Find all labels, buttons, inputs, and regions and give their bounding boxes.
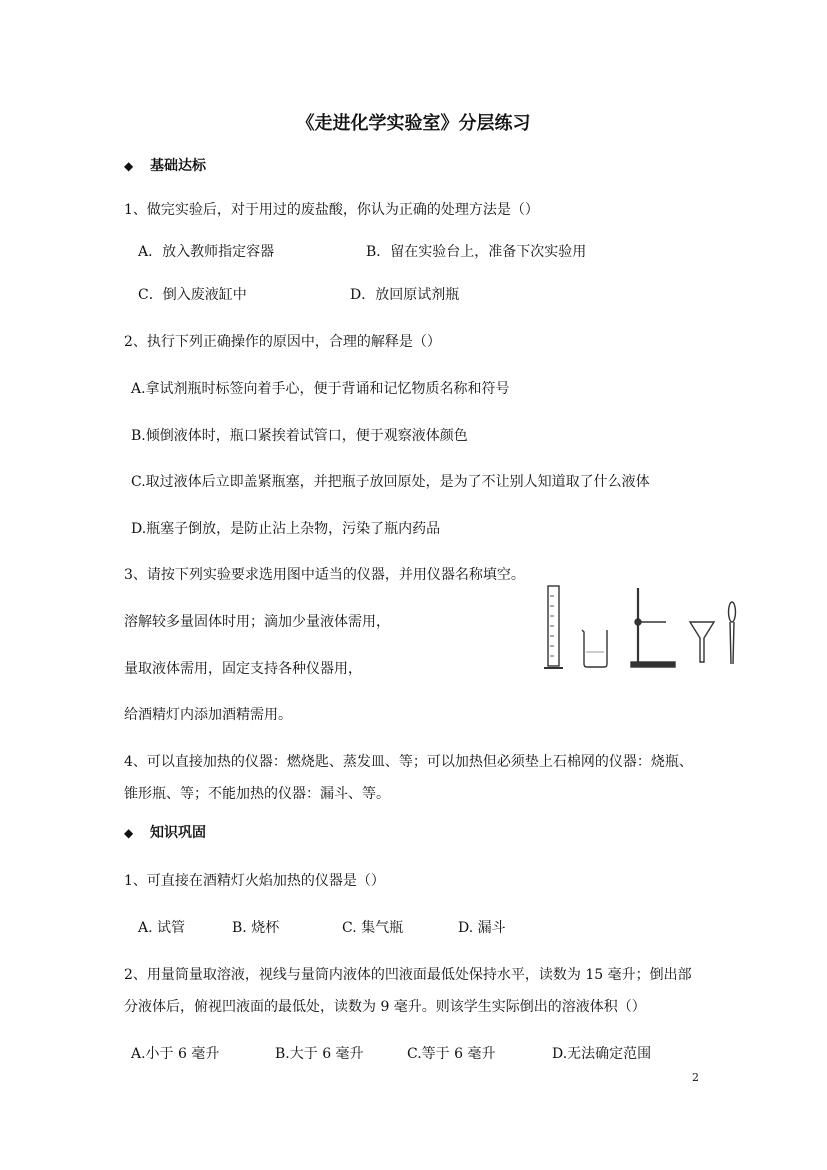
option-c: C. 集气瓶	[342, 920, 404, 936]
diamond-bullet-icon: ◆	[124, 159, 134, 173]
dropper-icon	[729, 602, 736, 664]
option-a: A. 试管	[138, 920, 186, 936]
funnel-icon	[690, 622, 714, 662]
section-heading-consolidate	[124, 824, 206, 842]
question-line: 量取液体需用，固定支持各种仪器用，	[124, 661, 362, 677]
option-d: D.瓶塞子倒放，是防止沾上杂物，污染了瓶内药品	[131, 521, 441, 537]
diamond-bullet-icon: ◆	[124, 826, 134, 840]
question-line: 分液体后，俯视凹液面的最低处，读数为 9 毫升。则该学生实际倒出的溶液体积（）	[124, 999, 646, 1015]
page-title: 《走进化学实验室》分层练习	[296, 113, 531, 134]
option-a: A．放入教师指定容器	[138, 244, 275, 260]
option-d: D.无法确定范围	[552, 1046, 652, 1062]
option-c: C.取过液体后立即盖紧瓶塞，并把瓶子放回原处，是为了不让别人知道取了什么液体	[131, 474, 650, 490]
page-number: 2	[692, 1071, 699, 1084]
question-line: 锥形瓶、等；不能加热的仪器：漏斗、等。	[124, 786, 390, 802]
question-stem: 3、请按下列实验要求选用图中适当的仪器，并用仪器名称填空。	[124, 567, 525, 583]
option-a: A.小于 6 毫升	[131, 1046, 220, 1062]
option-b: B. 烧杯	[232, 920, 280, 936]
question-line: 4、可以直接加热的仪器：燃烧匙、蒸发皿、等；可以加热但必须垫上石棉网的仪器：烧瓶、	[124, 754, 693, 770]
question-line: 溶解较多量固体时用；滴加少量液体需用，	[124, 614, 390, 630]
option-d: D．放回原试剂瓶	[350, 287, 460, 303]
iron-stand-icon	[631, 588, 675, 667]
option-b: B．留在实验台上，准备下次实验用	[366, 244, 587, 260]
option-b: B.大于 6 毫升	[275, 1046, 364, 1062]
beaker-icon	[582, 630, 607, 667]
section-label: 基础达标	[150, 158, 206, 174]
option-b: B.倾倒液体时，瓶口紧挨着试管口，便于观察液体颜色	[131, 428, 468, 444]
question-stem: 2、执行下列正确操作的原因中，合理的解释是（）	[124, 334, 441, 350]
lab-apparatus-figure	[542, 582, 742, 680]
question-stem: 1、做完实验后，对于用过的废盐酸，你认为正确的处理方法是（）	[124, 202, 539, 218]
question-stem: 1、可直接在酒精灯火焰加热的仪器是（）	[124, 873, 385, 889]
question-line: 2、用量筒量取溶液，视线与量筒内液体的凹液面最低处保持水平，读数为 15 毫升；倒出部	[124, 967, 692, 983]
option-a: A.拿试剂瓶时标签向着手心，便于背诵和记忆物质名称和符号	[131, 381, 510, 397]
section-heading-basic	[124, 157, 206, 175]
section-label: 知识巩固	[150, 825, 206, 841]
option-d: D. 漏斗	[458, 920, 506, 936]
option-c: C.等于 6 毫升	[407, 1046, 496, 1062]
graduated-cylinder-icon	[544, 586, 563, 668]
option-c: C．倒入废液缸中	[138, 287, 247, 303]
question-line: 给酒精灯内添加酒精需用。	[124, 707, 292, 723]
